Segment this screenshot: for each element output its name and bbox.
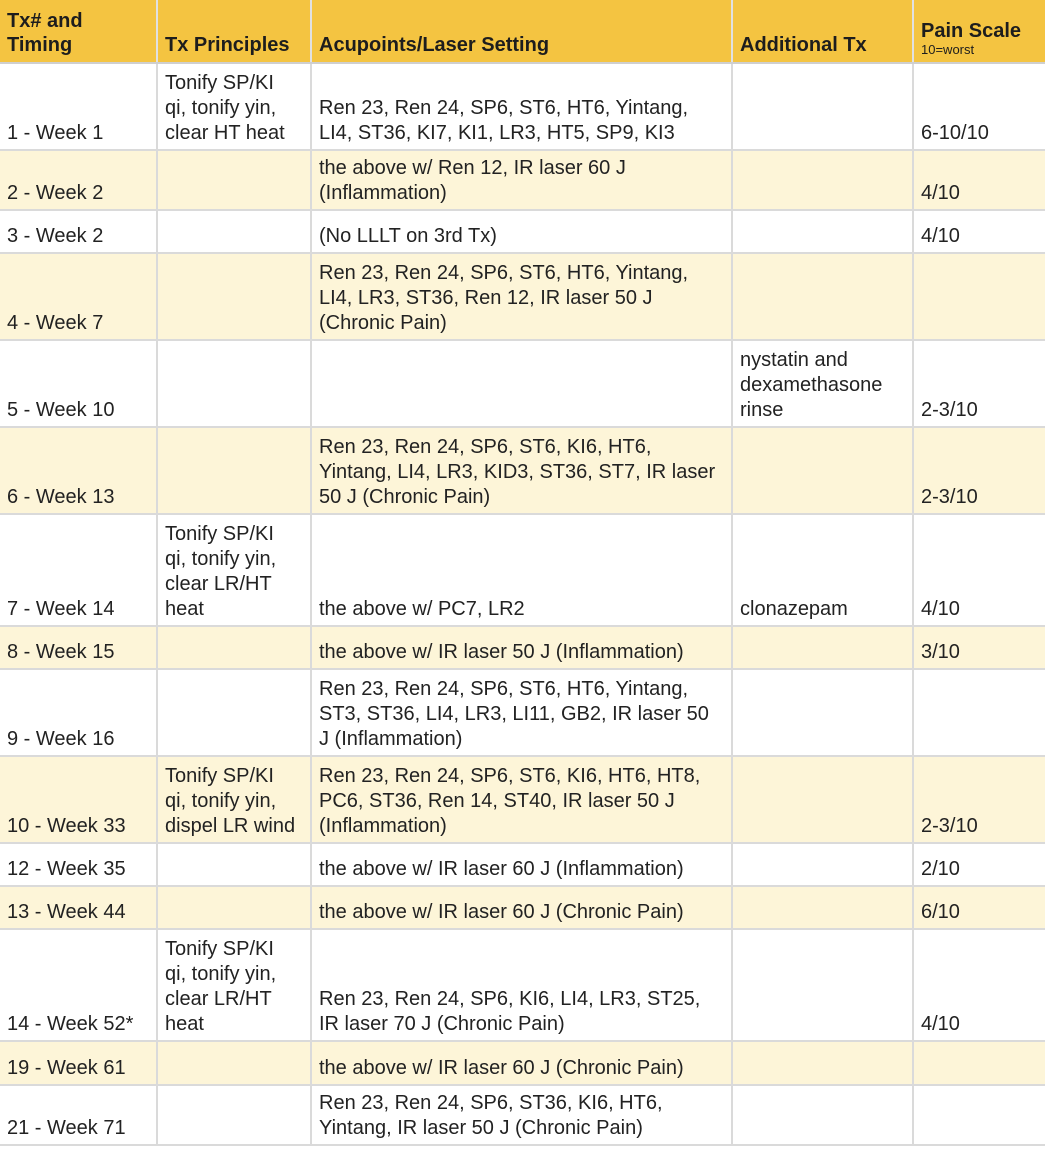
cell-acupoints: the above w/ PC7, LR2	[311, 514, 732, 626]
cell-acupoints: Ren 23, Ren 24, SP6, KI6, LI4, LR3, ST25, IR laser 70 J (Chronic Pain)	[311, 929, 732, 1041]
cell-tx-timing: 6 - Week 13	[0, 427, 157, 514]
cell-acupoints: the above w/ Ren 12, IR laser 60 J (Inflammation)	[311, 150, 732, 210]
header-tx-principles: Tx Principles	[157, 0, 311, 63]
cell-tx-principles	[157, 150, 311, 210]
table-row	[0, 1085, 1045, 1145]
cell-tx-principles	[157, 427, 311, 514]
cell-pain-scale: 4/10	[913, 929, 1045, 1041]
cell-pain-scale: 4/10	[913, 210, 1045, 253]
cell-additional-tx	[732, 1085, 913, 1145]
cell-pain-scale: 4/10	[913, 150, 1045, 210]
cell-additional-tx	[732, 63, 913, 150]
cell-acupoints: Ren 23, Ren 24, SP6, ST6, HT6, Yintang, LI4, ST36, KI7, KI1, LR3, HT5, SP9, KI3	[311, 63, 732, 150]
header-pain-subtitle: 10=worst	[921, 42, 975, 57]
cell-tx-timing: 14 - Week 52*	[0, 929, 157, 1041]
cell-tx-timing: 1 - Week 1	[0, 63, 157, 150]
cell-tx-principles	[157, 669, 311, 756]
cell-additional-tx	[732, 1041, 913, 1085]
header-pain-title: Pain Scale	[921, 20, 1022, 42]
cell-tx-principles	[157, 886, 311, 929]
cell-tx-principles	[157, 1041, 311, 1085]
table-row	[0, 253, 1045, 340]
cell-tx-principles	[157, 210, 311, 253]
cell-additional-tx	[732, 253, 913, 340]
cell-acupoints: Ren 23, Ren 24, SP6, ST6, KI6, HT6, HT8, PC6, ST36, Ren 14, ST40, IR laser 50 J (Inflammation)	[311, 756, 732, 843]
cell-additional-tx	[732, 843, 913, 886]
cell-tx-timing: 2 - Week 2	[0, 150, 157, 210]
cell-tx-timing: 21 - Week 71	[0, 1085, 157, 1145]
cell-acupoints: the above w/ IR laser 60 J (Inflammation)	[311, 843, 732, 886]
cell-tx-principles	[157, 843, 311, 886]
table-row	[0, 843, 1045, 886]
cell-additional-tx	[732, 210, 913, 253]
header-pain-scale	[913, 0, 1045, 63]
cell-acupoints: Ren 23, Ren 24, SP6, ST6, HT6, Yintang, ST3, ST36, LI4, LR3, LI11, GB2, IR laser 50 J (Inflammation)	[311, 669, 732, 756]
table-row	[0, 210, 1045, 253]
header-acupoints: Acupoints/Laser Setting	[311, 0, 732, 63]
table-row	[0, 63, 1045, 150]
cell-pain-scale	[913, 669, 1045, 756]
cell-tx-principles	[157, 253, 311, 340]
table-row	[0, 427, 1045, 514]
cell-tx-timing: 4 - Week 7	[0, 253, 157, 340]
cell-pain-scale: 2/10	[913, 843, 1045, 886]
cell-pain-scale: 2-3/10	[913, 756, 1045, 843]
cell-additional-tx	[732, 626, 913, 669]
cell-pain-scale: 2-3/10	[913, 340, 1045, 427]
cell-additional-tx: clonazepam	[732, 514, 913, 626]
cell-additional-tx	[732, 929, 913, 1041]
table-row	[0, 514, 1045, 626]
table-row	[0, 886, 1045, 929]
cell-tx-principles: Tonify SP/KI qi, tonify yin, clear HT heat	[157, 63, 311, 150]
cell-additional-tx	[732, 886, 913, 929]
cell-pain-scale: 4/10	[913, 514, 1045, 626]
cell-pain-scale	[913, 1041, 1045, 1085]
cell-tx-timing: 5 - Week 10	[0, 340, 157, 427]
cell-pain-scale: 6-10/10	[913, 63, 1045, 150]
cell-pain-scale	[913, 1085, 1045, 1145]
cell-tx-timing: 8 - Week 15	[0, 626, 157, 669]
cell-tx-principles	[157, 340, 311, 427]
cell-tx-principles: Tonify SP/KI qi, tonify yin, clear LR/HT heat	[157, 929, 311, 1041]
cell-pain-scale: 3/10	[913, 626, 1045, 669]
cell-acupoints	[311, 340, 732, 427]
cell-tx-timing: 19 - Week 61	[0, 1041, 157, 1085]
cell-acupoints: the above w/ IR laser 60 J (Chronic Pain)	[311, 1041, 732, 1085]
cell-tx-principles	[157, 1085, 311, 1145]
table-row	[0, 1041, 1045, 1085]
table-row	[0, 669, 1045, 756]
cell-tx-timing: 3 - Week 2	[0, 210, 157, 253]
cell-tx-timing: 12 - Week 35	[0, 843, 157, 886]
header-row	[0, 0, 1045, 63]
cell-acupoints: (No LLLT on 3rd Tx)	[311, 210, 732, 253]
cell-acupoints: the above w/ IR laser 50 J (Inflammation)	[311, 626, 732, 669]
table-row	[0, 756, 1045, 843]
header-additional-tx: Additional Tx	[732, 0, 913, 63]
table-row	[0, 626, 1045, 669]
cell-acupoints: Ren 23, Ren 24, SP6, ST36, KI6, HT6, Yintang, IR laser 50 J (Chronic Pain)	[311, 1085, 732, 1145]
cell-tx-timing: 10 - Week 33	[0, 756, 157, 843]
cell-additional-tx	[732, 756, 913, 843]
table-row	[0, 150, 1045, 210]
table-row	[0, 929, 1045, 1041]
cell-pain-scale: 6/10	[913, 886, 1045, 929]
cell-tx-timing: 7 - Week 14	[0, 514, 157, 626]
cell-acupoints: Ren 23, Ren 24, SP6, ST6, HT6, Yintang, LI4, LR3, ST36, Ren 12, IR laser 50 J (Chronic Pain)	[311, 253, 732, 340]
cell-tx-principles: Tonify SP/KI qi, tonify yin, clear LR/HT heat	[157, 514, 311, 626]
cell-acupoints: Ren 23, Ren 24, SP6, ST6, KI6, HT6, Yintang, LI4, LR3, KID3, ST36, ST7, IR laser 50 J (Chronic Pain)	[311, 427, 732, 514]
cell-tx-principles: Tonify SP/KI qi, tonify yin, dispel LR wind	[157, 756, 311, 843]
cell-additional-tx	[732, 427, 913, 514]
cell-pain-scale	[913, 253, 1045, 340]
header-tx-timing: Tx# and Timing	[0, 0, 157, 63]
cell-tx-timing: 13 - Week 44	[0, 886, 157, 929]
cell-tx-timing: 9 - Week 16	[0, 669, 157, 756]
cell-additional-tx: nystatin and dexamethasone rinse	[732, 340, 913, 427]
cell-additional-tx	[732, 150, 913, 210]
table-row	[0, 340, 1045, 427]
cell-tx-principles	[157, 626, 311, 669]
cell-acupoints: the above w/ IR laser 60 J (Chronic Pain)	[311, 886, 732, 929]
cell-pain-scale: 2-3/10	[913, 427, 1045, 514]
cell-additional-tx	[732, 669, 913, 756]
